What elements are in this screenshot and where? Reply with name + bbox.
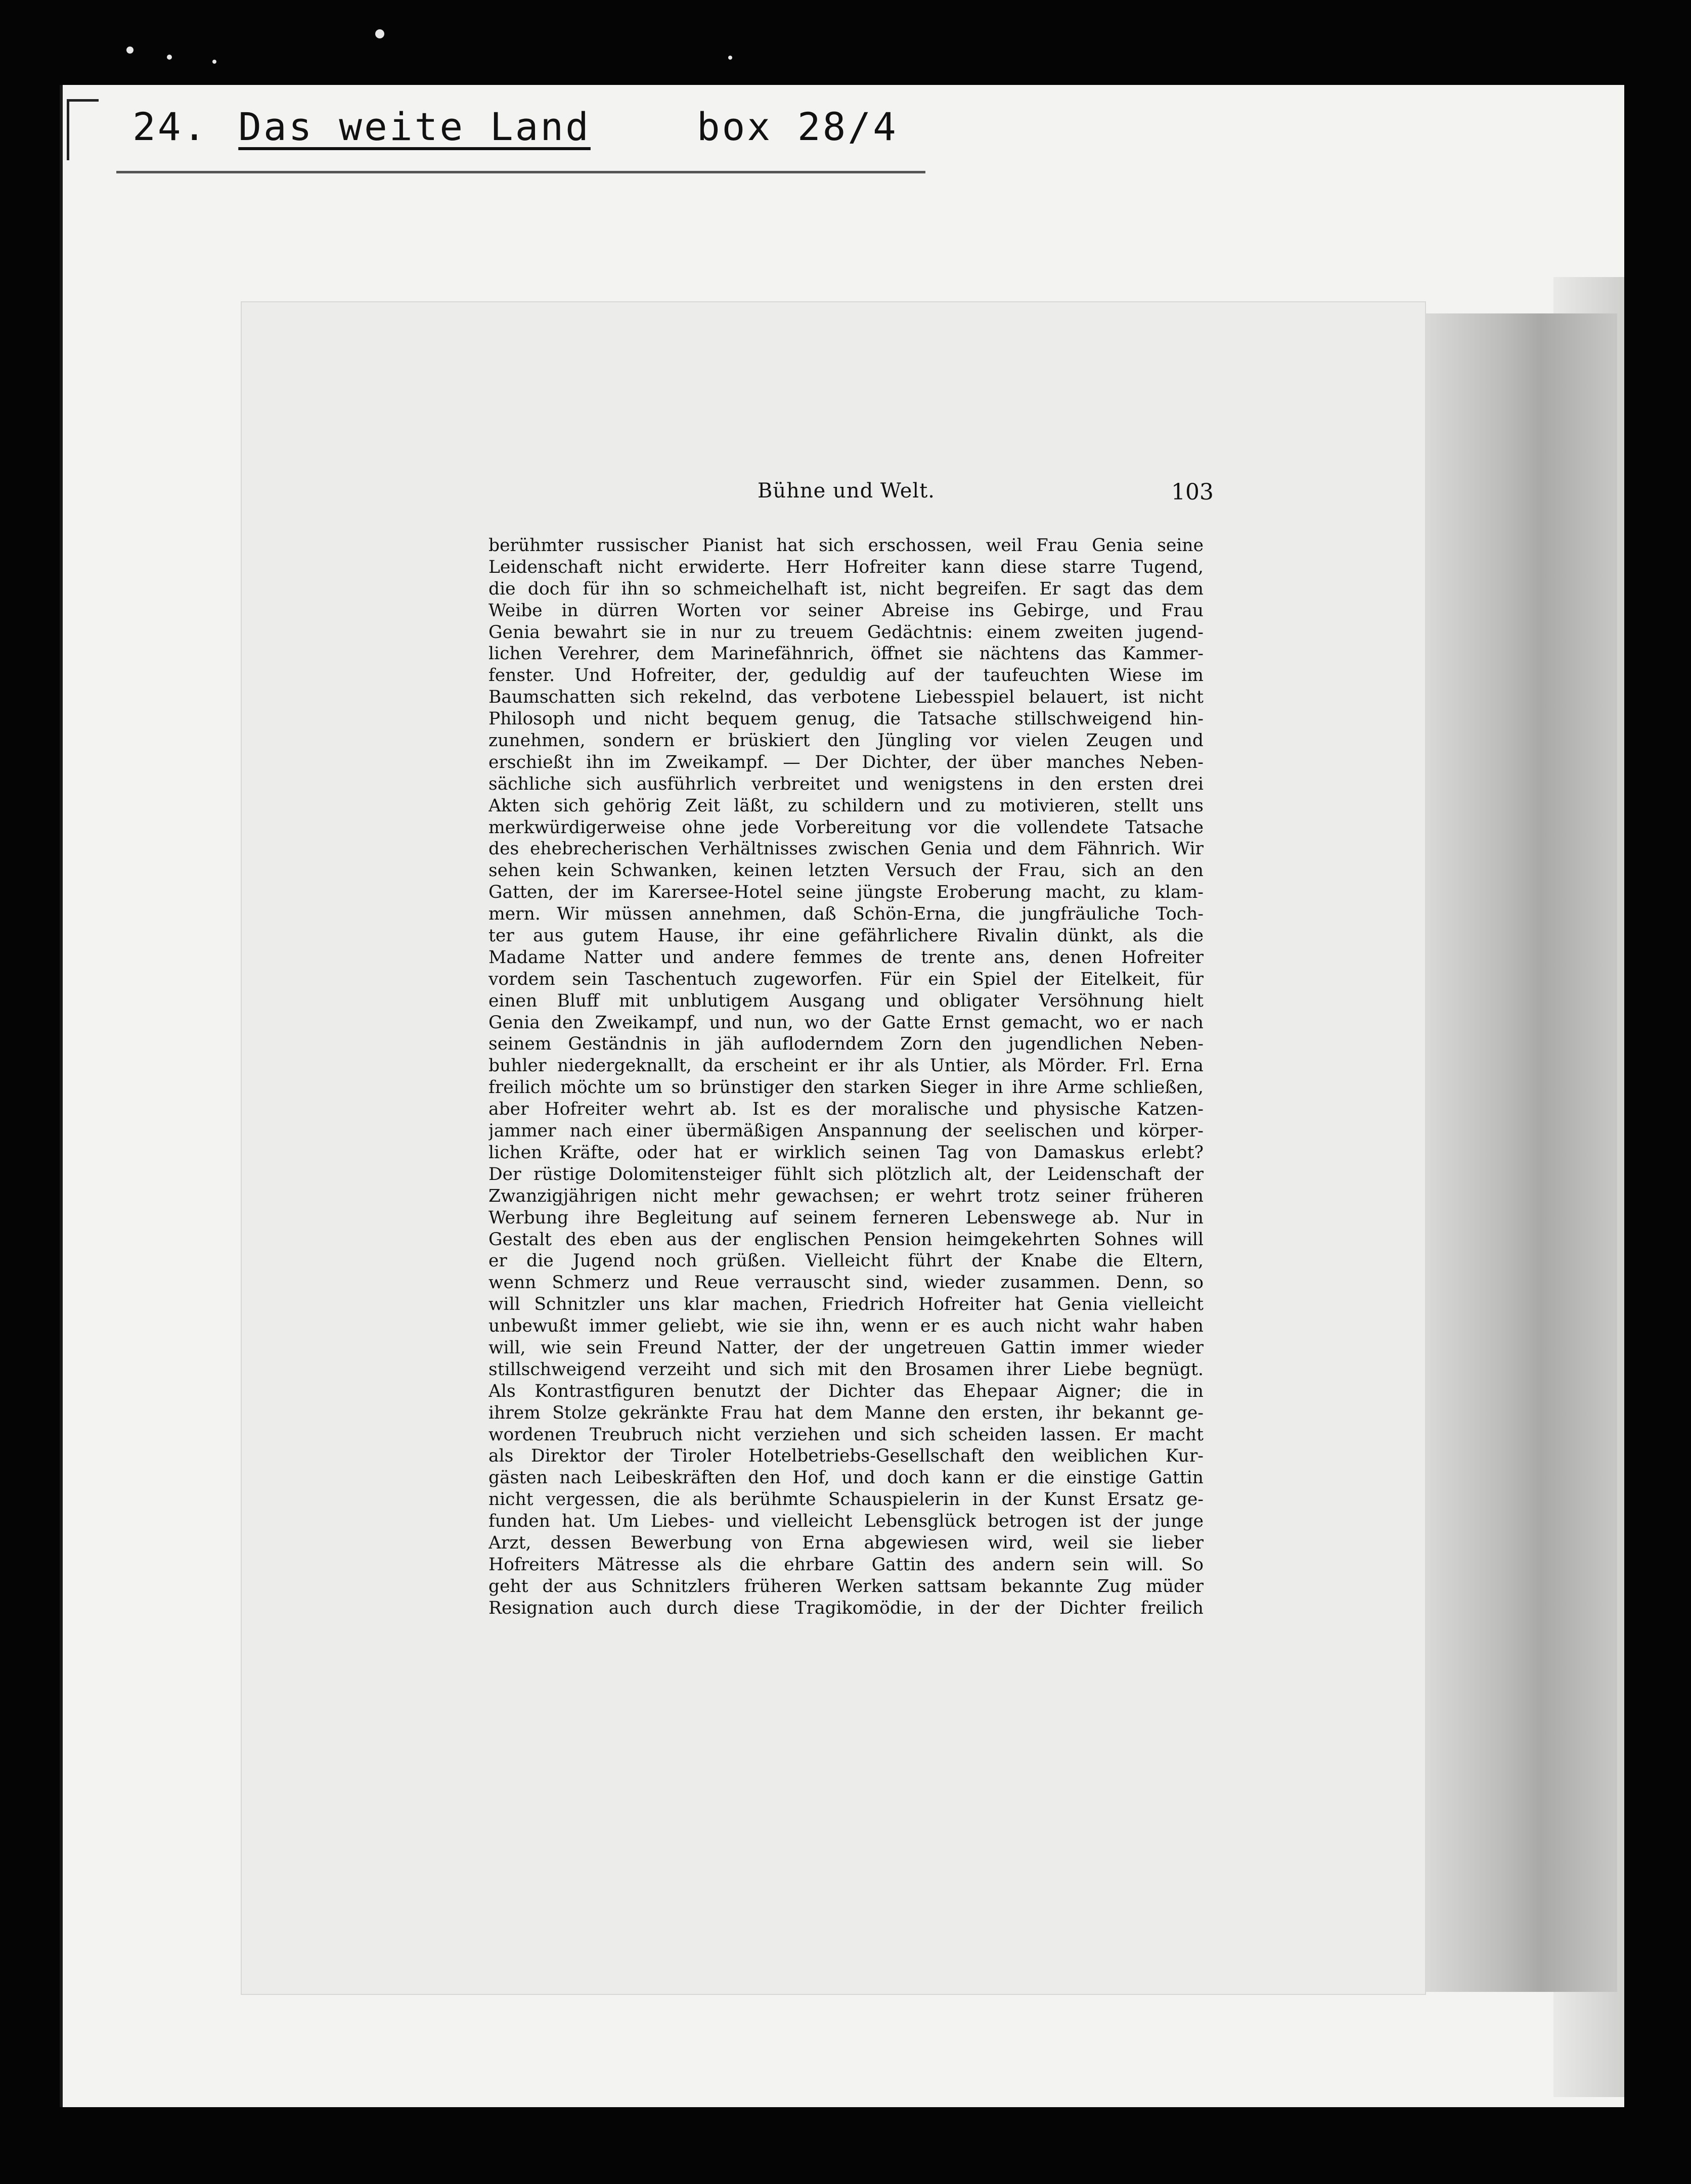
article-body: [488, 535, 1204, 1619]
text-line: Werbung ihre Begleitung auf seinem ferneren Lebenswege ab. Nur in: [488, 1207, 1204, 1228]
text-line: Gatten, der im Karersee-Hotel seine jüngste Eroberung macht, zu klam-: [488, 882, 1204, 903]
text-line: einen Bluff mit unblutigem Ausgang und obligater Versöhnung hielt: [488, 990, 1204, 1011]
text-line: Madame Natter und andere femmes de trente ans, denen Hofreiter: [488, 947, 1204, 968]
text-line: nicht vergessen, die als berühmte Schauspielerin in der Kunst Ersatz ge-: [488, 1489, 1204, 1510]
film-speck: [167, 55, 172, 60]
page-number: 103: [1171, 479, 1214, 505]
text-line: Hofreiters Mätresse als die ehrbare Gattin des andern sein will. So: [488, 1554, 1204, 1575]
text-line: Zwanzigjährigen nicht mehr gewachsen; er wehrt trotz seiner früheren: [488, 1186, 1204, 1206]
text-line: die doch für ihn so schmeichelhaft ist, nicht begreifen. Er sagt das dem: [488, 578, 1204, 599]
catalog-box: box 28/4: [696, 104, 898, 149]
text-line: Genia bewahrt sie in nur zu treuem Gedächtnis: einem zweiten jugend-: [488, 622, 1204, 643]
text-line: unbewußt immer geliebt, wie sie ihn, wenn er es auch nicht wahr haben: [488, 1316, 1204, 1337]
film-speck: [126, 47, 134, 54]
text-line: Gestalt des eben aus der englischen Pension heimgekehrten Sohnes will: [488, 1229, 1204, 1250]
text-line: Weibe in dürren Worten vor seiner Abreise ins Gebirge, und Frau: [488, 600, 1204, 621]
text-line: funden hat. Um Liebes- und vielleicht Lebensglück betrogen ist der junge: [488, 1511, 1204, 1532]
text-line: Akten sich gehörig Zeit läßt, zu schildern und zu motivieren, stellt uns: [488, 795, 1204, 816]
text-line: Resignation auch durch diese Tragikomödie, in der der Dichter freilich: [488, 1598, 1204, 1618]
text-line: lichen Kräfte, oder hat er wirklich seinen Tag von Damaskus erlebt?: [488, 1142, 1204, 1163]
text-line: Genia den Zweikampf, und nun, wo der Gatte Ernst gemacht, wo er nach: [488, 1012, 1204, 1033]
text-line: ihrem Stolze gekränkte Frau hat dem Manne den ersten, ihr bekannt ge-: [488, 1402, 1204, 1423]
text-line: seinem Geständnis in jäh aufloderndem Zorn den jugendlichen Neben-: [488, 1034, 1204, 1055]
text-line: zunehmen, sondern er brüskiert den Jüngling vor vielen Zeugen und: [488, 731, 1204, 751]
catalog-number: 24.: [132, 104, 208, 149]
text-line: wenn Schmerz und Reue verrauscht sind, wieder zusammen. Denn, so: [488, 1272, 1204, 1293]
corner-crop-mark: [67, 99, 99, 160]
text-line: ter aus gutem Hause, ihr eine gefährlichere Rivalin dünkt, als die: [488, 926, 1204, 946]
text-line: wordenen Treubruch nicht verziehen und sich scheiden lassen. Er macht: [488, 1424, 1204, 1445]
text-line: sehen kein Schwanken, keinen letzten Versuch der Frau, sich an den: [488, 860, 1204, 881]
text-line: erschießt ihn im Zweikampf. — Der Dichter, der über manches Neben-: [488, 752, 1204, 772]
text-line: berühmter russischer Pianist hat sich erschossen, weil Frau Genia seine: [488, 535, 1204, 556]
running-title: Bühne und Welt.: [758, 479, 936, 503]
text-line: sächliche sich ausführlich verbreitet und wenigstens in den ersten drei: [488, 774, 1204, 794]
text-line: fenster. Und Hofreiter, der, geduldig auf der taufeuchten Wiese im: [488, 665, 1204, 686]
text-line: Philosoph und nicht bequem genug, die Tatsache stillschweigend hin-: [488, 709, 1204, 730]
catalog-label: [132, 104, 942, 165]
film-speck: [375, 29, 384, 38]
text-line: geht der aus Schnitzlers früheren Werken sattsam bekannte Zug müder: [488, 1576, 1204, 1597]
text-line: Arzt, dessen Bewerbung von Erna abgewiesen wird, weil sie lieber: [488, 1532, 1204, 1553]
text-line: will, wie sein Freund Natter, der der ungetreuen Gattin immer wieder: [488, 1337, 1204, 1358]
text-line: will Schnitzler uns klar machen, Friedrich Hofreiter hat Genia vielleicht: [488, 1294, 1204, 1315]
text-line: buhler niedergeknallt, da erscheint er ihr als Untier, als Mörder. Frl. Erna: [488, 1056, 1204, 1076]
text-line: Als Kontrastfiguren benutzt der Dichter das Ehepaar Aigner; die in: [488, 1381, 1204, 1401]
text-line: lichen Verehrer, dem Marinefähnrich, öffnet sie nächtens das Kammer-: [488, 644, 1204, 664]
text-line: als Direktor der Tiroler Hotelbetriebs-Gesellschaft den weiblichen Kur-: [488, 1446, 1204, 1467]
text-line: er die Jugend noch grüßen. Vielleicht führt der Knabe die Eltern,: [488, 1251, 1204, 1271]
text-line: aber Hofreiter wehrt ab. Ist es der moralische und physische Katzen-: [488, 1099, 1204, 1120]
text-line: stillschweigend verzeiht und sich mit den Brosamen ihrer Liebe begnügt.: [488, 1359, 1204, 1380]
text-line: jammer nach einer übermäßigen Anspannung der seelischen und körper-: [488, 1121, 1204, 1142]
text-line: mern. Wir müssen annehmen, daß Schön-Erna, die jungfräuliche Toch-: [488, 904, 1204, 925]
film-speck: [728, 56, 732, 60]
text-line: gästen nach Leibeskräften den Hof, und doch kann er die einstige Gattin: [488, 1468, 1204, 1488]
text-line: freilich möchte um so brünstiger den starken Sieger in ihre Arme schließen,: [488, 1077, 1204, 1098]
film-speck: [212, 60, 216, 64]
text-line: des ehebrecherischen Verhältnisses zwischen Genia und dem Fähnrich. Wir: [488, 839, 1204, 859]
text-line: vordem sein Taschentuch zugeworfen. Für ein Spiel der Eitelkeit, für: [488, 969, 1204, 989]
text-line: Leidenschaft nicht erwiderte. Herr Hofreiter kann diese starre Tugend,: [488, 557, 1204, 577]
text-line: Baumschatten sich rekelnd, das verbotene Liebesspiel belauert, ist nicht: [488, 687, 1204, 708]
catalog-title: Das weite Land: [238, 104, 591, 149]
page-edge-shade: [1425, 313, 1617, 1992]
label-divider: [116, 171, 925, 173]
text-line: Der rüstige Dolomitensteiger fühlt sich plötzlich alt, der Leidenschaft der: [488, 1164, 1204, 1185]
text-line: merkwürdigerweise ohne jede Vorbereitung vor die vollendete Tatsache: [488, 817, 1204, 838]
running-head: [242, 479, 1425, 520]
